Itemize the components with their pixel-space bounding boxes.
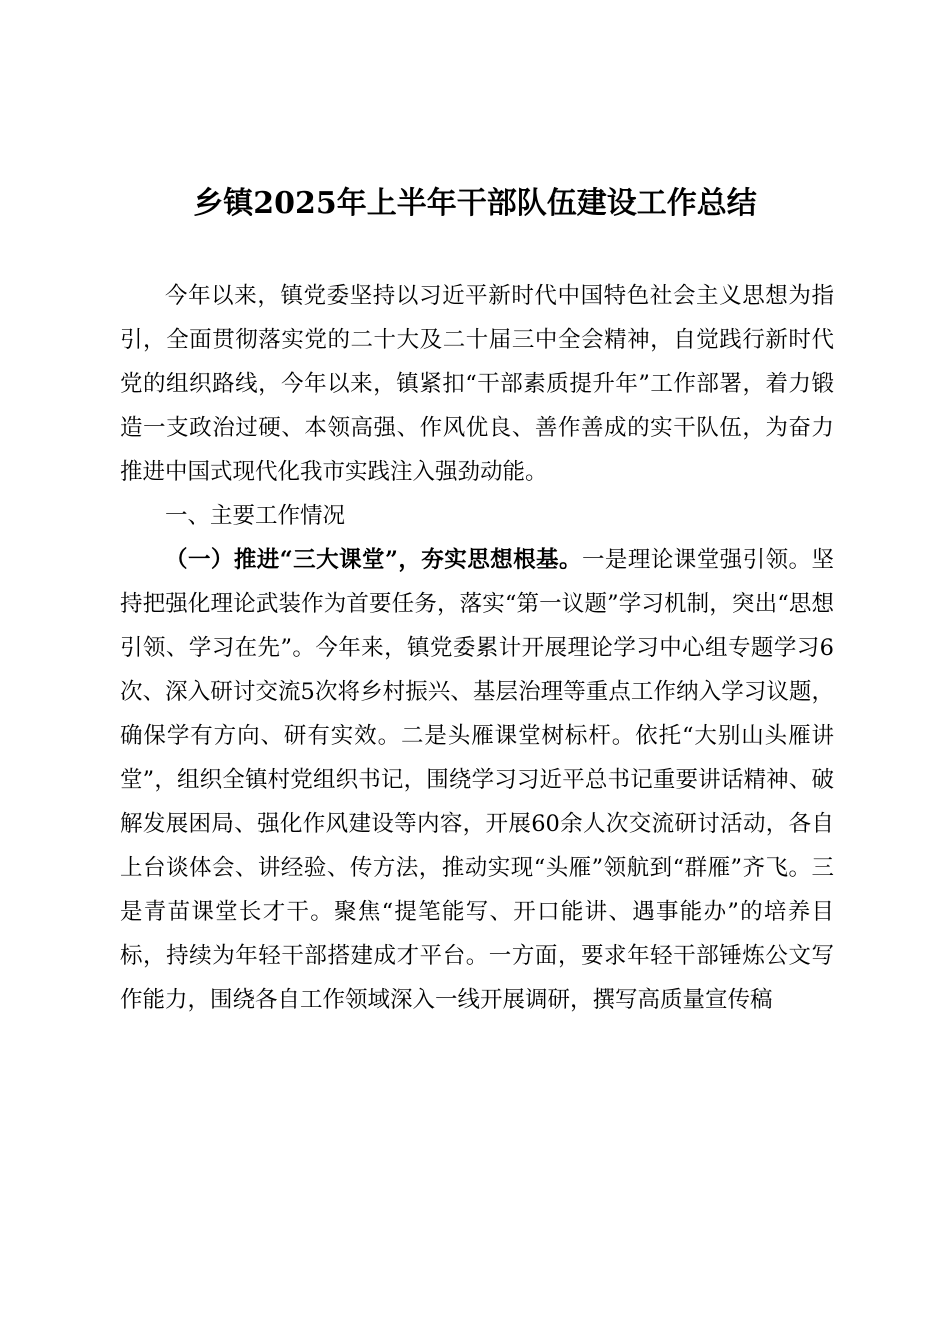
subsection-heading: （一）推进“三大课堂”，夯实思想根基。	[165, 547, 582, 573]
document-body	[120, 274, 834, 1022]
document-title: 乡镇2025年上半年干部队伍建设工作总结	[193, 186, 757, 221]
subsection-body: 一是理论课堂强引领。坚持把强化理论武装作为首要任务，落实“第一议题”学习机制，突出“思想引领、学习在先”。今年来，镇党委累计开展理论学习中心组专题学习6次、深入研讨交流5次将乡村振兴、基层治理等重点工作纳入学习议题，确保学有方向、研有实效。二是头雁课堂树标杆。依托“大别山头雁讲堂”，组织全镇村党组织书记，围绕学习习近平总书记重要讲话精神、破解发展困局、强化作风建设等内容，开展60余人次交流研讨活动，各自上台谈体会、讲经验、传方法，推动实现“头雁”领航到“群雁”齐飞。三是青苗课堂长才干。聚焦“提笔能写、开口能讲、遇事能办”的培养目标，持续为年轻干部搭建成才平台。一方面，要求年轻干部锤炼公文写作能力，围绕各自工作领域深入一线开展调研，撰写高质量宣传稿	[120, 547, 834, 1013]
subsection-paragraph	[120, 538, 834, 1022]
intro-paragraph: 今年以来，镇党委坚持以习近平新时代中国特色社会主义思想为指引，全面贯彻落实党的二十大及二十届三中全会精神，自觉践行新时代党的组织路线，今年以来，镇紧扣“干部素质提升年”工作部署，着力锻造一支政治过硬、本领高强、作风优良、善作善成的实干队伍，为奋力推进中国式现代化我市实践注入强劲动能。	[120, 283, 834, 485]
section-heading: 一、主要工作情况	[165, 503, 346, 529]
